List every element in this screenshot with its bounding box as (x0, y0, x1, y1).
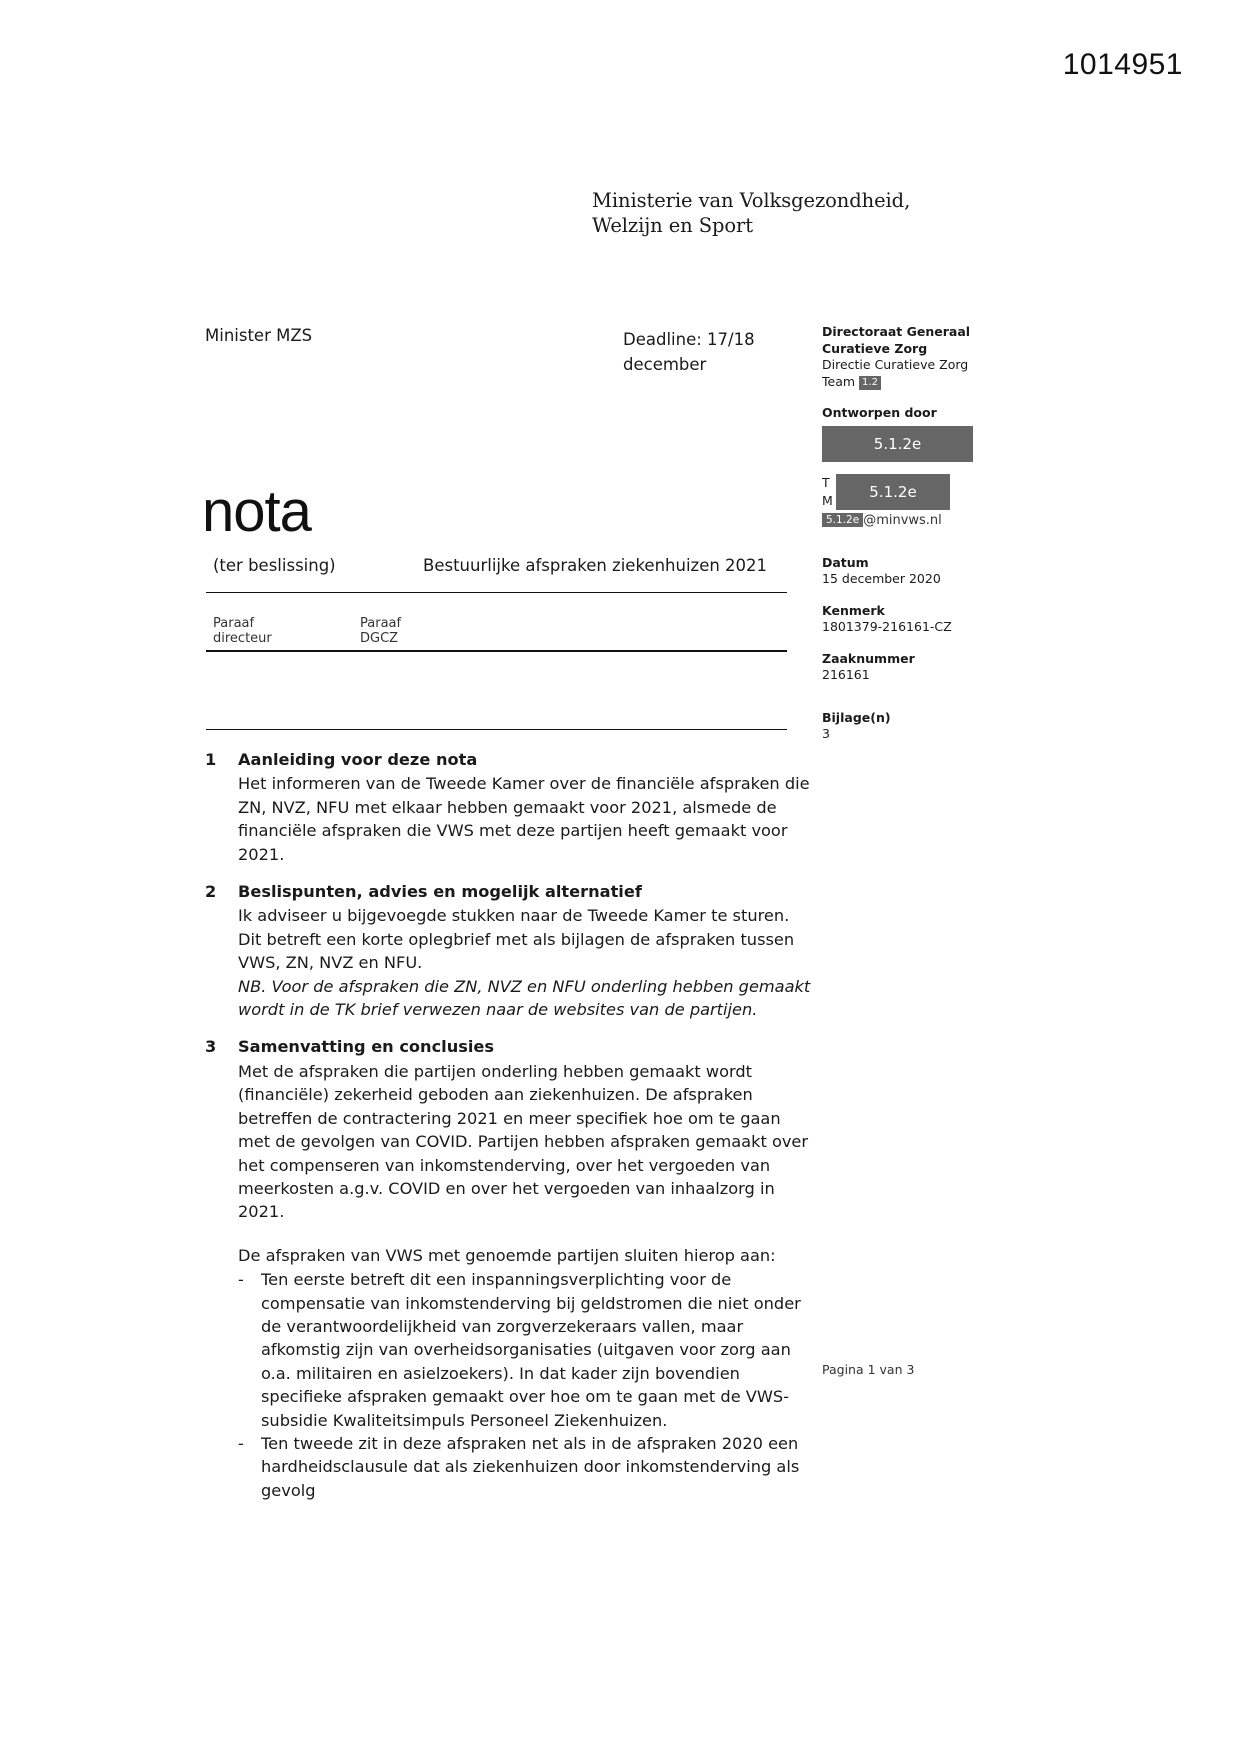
section-3-bullet-list (238, 1268, 812, 1502)
deadline: Deadline: 17/18 december (623, 330, 755, 374)
divider-top (206, 592, 787, 593)
wordmark-line-1: Ministerie van Volksgezondheid, (592, 189, 911, 212)
paraaf-dgcz-label: Paraaf DGCZ (360, 616, 402, 646)
directorate-line-2: Curatieve Zorg (822, 340, 928, 356)
directie-value: Directie Curatieve Zorg (822, 357, 969, 372)
section-1 (202, 748, 812, 866)
dash-marker-1: - (238, 1270, 244, 1290)
section-2-heading: Beslispunten, advies en mogelijk alternatief (238, 882, 642, 902)
email-redaction: 5.1.2e (822, 513, 863, 527)
team-row (822, 374, 1022, 391)
ontworpen-door-redaction: 5.1.2e (822, 426, 973, 462)
section-1-number: 1 (205, 750, 217, 769)
section-3-bullet-1-text: Ten eerste betreft dit een inspanningsverplichting voor de compensatie van inkomstenderving bij geldstromen die niet onder de verantwoordelijkheid van zorgverzekeraars vallen, maar afkomstig zijn van overheidsorganisaties (uitgaven voor zorg aan o.a. militairen en asielzoekers). In dat kader zijn bovendien specifieke afspraken gemaakt over hoe om te gaan met de VWS-subsidie Kwaliteitsimpuls Personeel Ziekenhuizen. (261, 1270, 801, 1430)
kenmerk-label: Kenmerk (822, 602, 885, 618)
telephone-label: T (822, 474, 830, 490)
directorate-line-1: Directoraat Generaal (822, 324, 971, 339)
section-3-bullet-2 (238, 1432, 812, 1502)
scan-identifier: 1014951 (1062, 48, 1183, 81)
paraaf-directeur-label: Paraaf directeur (213, 616, 272, 646)
bijlagen-label: Bijlage(n) (822, 709, 891, 725)
ontworpen-door-label: Ontworpen door (822, 405, 937, 420)
section-3-number: 3 (205, 1037, 217, 1057)
section-3-bullet-1 (238, 1268, 812, 1432)
section-2 (202, 880, 812, 1021)
dash-marker-2: - (238, 1433, 244, 1453)
wordmark-line-2: Welzijn en Sport (592, 214, 753, 237)
zaaknummer-value: 216161 (822, 667, 870, 682)
page-title: nota (202, 479, 311, 544)
team-label: Team (822, 373, 856, 389)
section-3-heading: Samenvatting en conclusies (238, 1037, 495, 1057)
document-body (202, 748, 812, 1516)
section-2-number: 2 (205, 882, 217, 902)
divider-body (206, 729, 787, 730)
subject-text: Bestuurlijke afspraken ziekenhuizen 2021 (423, 556, 768, 575)
section-2-paragraph-1: Ik adviseer u bijgevoegde stukken naar de Tweede Kamer te sturen. Dit betreft een korte oplegbrief met als bijlagen de afspraken tussen VWS, ZN, NVZ en NFU. (238, 906, 795, 973)
divider-middle (206, 650, 787, 652)
section-1-paragraph-1: Het informeren van de Tweede Kamer over de financiële afspraken die ZN, NVZ, NFU met elkaar hebben gemaakt voor 2021, alsmede de financiële afspraken die VWS met deze partijen heeft gemaakt voor 2021. (238, 774, 810, 864)
contact-block (822, 474, 1022, 510)
zaaknummer-label: Zaaknummer (822, 650, 915, 666)
email-row (822, 512, 1022, 529)
contact-redaction: 5.1.2e (836, 474, 950, 510)
datum-value: 15 december 2020 (822, 571, 941, 586)
section-3-paragraph-1: Met de afspraken die partijen onderling hebben gemaakt wordt (financiële) zekerheid geboden aan ziekenhuizen. De afspraken betreffen de contractering 2021 en meer specifiek hoe om te gaan met de gevolgen van COVID. Partijen hebben afspraken gemaakt over het compenseren van inkomstenderving, over het vergoeden van meerkosten a.g.v. COVID en over het vergoeden van inhaalzorg in 2021. (238, 1061, 809, 1222)
mobile-label: M (822, 492, 833, 508)
section-1-heading: Aanleiding voor deze nota (238, 750, 478, 769)
contact-keys (822, 474, 836, 510)
email-domain: @minvws.nl (863, 512, 942, 528)
bijlagen-value: 3 (822, 726, 830, 741)
section-3-paragraph-2: De afspraken van VWS met genoemde partijen sluiten hierop aan: (238, 1245, 776, 1265)
page-footer: Pagina 1 van 3 (822, 1362, 915, 1377)
section-2-note: NB. Voor de afspraken die ZN, NVZ en NFU onderling hebben gemaakt wordt in de TK brief verwezen naar de websites van de partijen. (238, 976, 811, 1020)
ministry-wordmark (592, 188, 910, 238)
subject-kind: (ter beslissing) (213, 556, 336, 575)
datum-label: Datum (822, 554, 869, 570)
document-meta-column (822, 324, 1022, 743)
section-3-bullet-2-text: Ten tweede zit in deze afspraken net als in de afspraken 2020 een hardheidsclausule dat als ziekenhuizen door inkomstenderving als gevolg (261, 1433, 800, 1500)
addressee: Minister MZS (205, 326, 313, 345)
team-redaction: 1.2 (859, 376, 881, 390)
section-3 (202, 1035, 812, 1502)
kenmerk-value: 1801379-216161-CZ (822, 619, 952, 634)
